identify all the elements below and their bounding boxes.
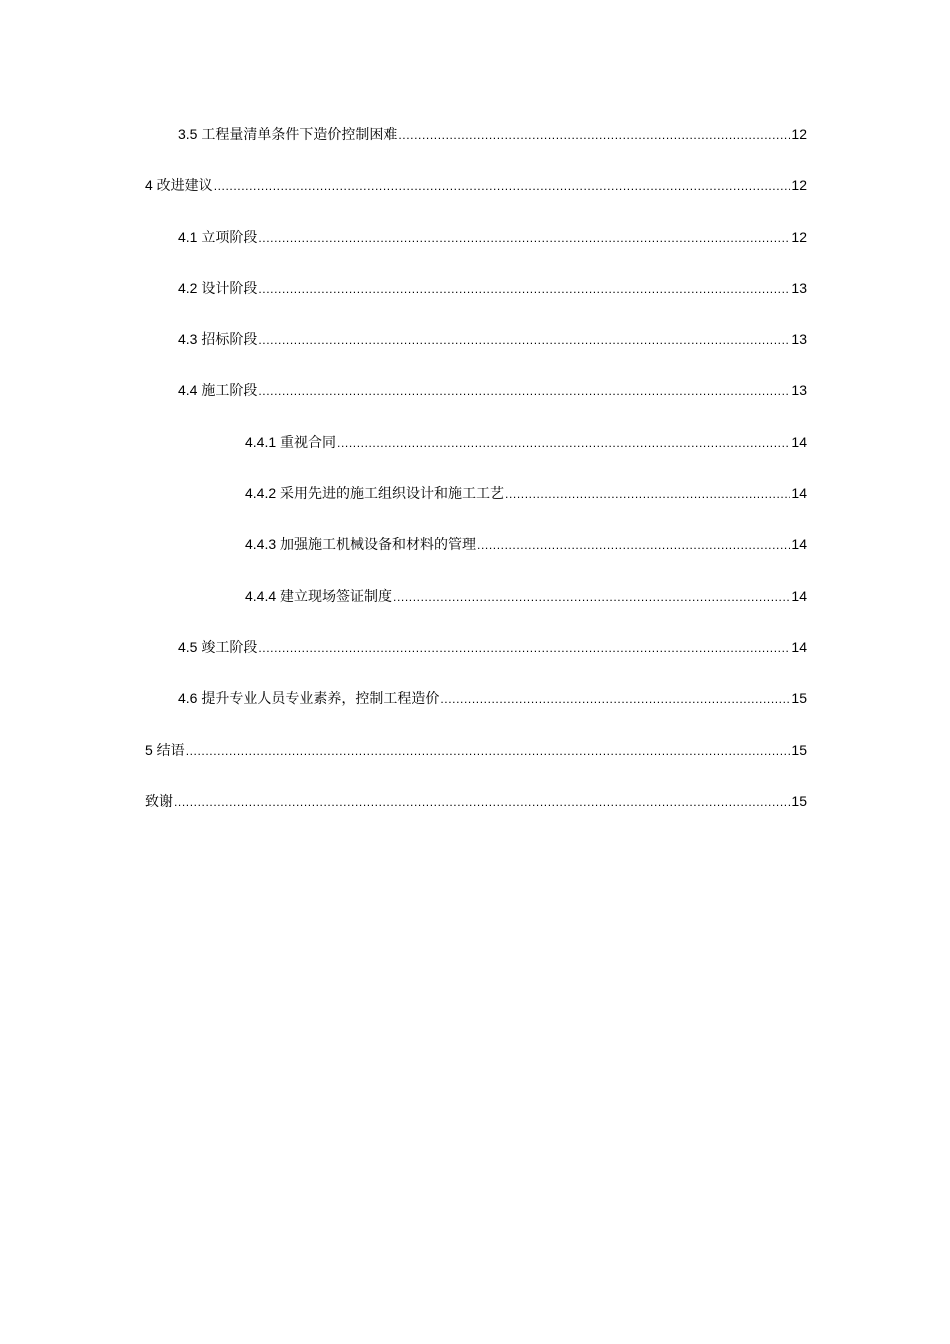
toc-entry-acknowledgements[interactable] [145,791,807,842]
toc-entry-title: 4 改进建议 [145,177,213,194]
toc-entry-4-2[interactable] [145,278,807,329]
toc-entry-page: 13 [791,382,807,399]
toc-entry-page: 14 [791,536,807,553]
toc-entry-title: 致谢 [145,792,173,809]
toc-entry-page: 12 [791,177,807,194]
toc-dot-leader [337,432,790,453]
toc-dot-leader [398,124,790,145]
toc-entry-4-1[interactable] [145,227,807,278]
toc-entry-4-4-2[interactable] [145,483,807,534]
toc-entry-title: 4.5 竣工阶段 [178,638,258,655]
toc-entry-4[interactable] [145,175,807,226]
toc-entry-4-4-3[interactable] [145,534,807,585]
toc-entry-4-5[interactable] [145,637,807,688]
toc-entry-title: 4.4 施工阶段 [178,382,258,399]
toc-entry-title: 5 结语 [145,741,185,758]
toc-entry-title: 4.2 设计阶段 [178,279,258,296]
toc-entry-4-4[interactable] [145,380,807,431]
toc-entry-title: 4.4.2 采用先进的施工组织设计和施工工艺 [245,485,505,502]
toc-entry-4-4-4[interactable] [145,586,807,637]
toc-entry-page: 13 [791,331,807,348]
toc-dot-leader [393,586,790,607]
toc-entry-page: 14 [791,485,807,502]
toc-dot-leader [214,175,791,196]
toc-dot-leader [477,534,790,555]
toc-entry-page: 14 [791,587,807,604]
toc-entry-3-5[interactable] [145,124,807,175]
toc-entry-title: 4.1 立项阶段 [178,228,258,245]
toc-dot-leader [440,688,790,709]
toc-dot-leader [505,483,790,504]
toc-entry-title: 4.3 招标阶段 [178,331,258,348]
toc-entry-5[interactable] [145,740,807,791]
toc-entry-4-4-1[interactable] [145,432,807,483]
toc-entry-page: 15 [791,792,807,809]
toc-entry-page: 12 [791,228,807,245]
toc-entry-title: 3.5 工程量清单条件下造价控制困难 [178,126,398,142]
toc-dot-leader [258,637,790,658]
toc-entry-page: 14 [791,638,807,655]
toc-entry-page: 14 [791,433,807,450]
toc-entry-4-3[interactable] [145,329,807,380]
toc-entry-page: 15 [791,690,807,707]
toc-entry-page: 13 [791,279,807,296]
toc-dot-leader [174,791,790,812]
toc-entry-title: 4.6 提升专业人员专业素养，控制工程造价 [178,690,440,707]
toc-dot-leader [258,380,790,401]
toc-dot-leader [258,227,790,248]
toc-dot-leader [258,329,790,350]
toc-entry-4-6[interactable] [145,688,807,739]
toc-dot-leader [258,278,790,299]
toc-entry-page: 15 [791,741,807,758]
toc-entry-title: 4.4.1 重视合同 [245,433,337,450]
toc-dot-leader [186,740,791,761]
toc-entry-title: 4.4.3 加强施工机械设备和材料的管理 [245,536,477,553]
toc-entry-title: 4.4.4 建立现场签证制度 [245,587,393,604]
table-of-contents [145,124,807,842]
toc-entry-page: 12 [791,126,807,142]
